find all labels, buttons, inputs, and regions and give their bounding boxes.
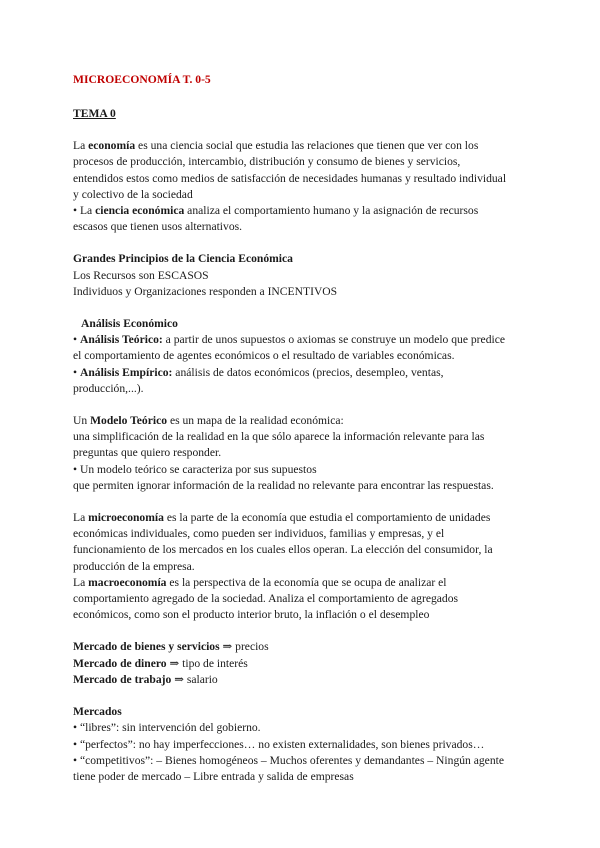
text-line: • “competitivos”: – Bienes homogéneos – Muchos oferentes y demandantes – Ningún agente (73, 753, 504, 767)
text-line: • La ciencia económica analiza el comportamiento humano y la asignación de recursos (73, 204, 479, 218)
spacer (73, 122, 533, 138)
text-line: • Un modelo teórico se caracteriza por sus supuestos (73, 462, 317, 476)
implies-arrow: ⇒ (171, 672, 187, 686)
spacer (73, 688, 533, 704)
paragraph-economia (73, 138, 533, 235)
spacer (73, 494, 533, 510)
text-line: Los Recursos son ESCASOS (73, 268, 209, 282)
spacer (73, 397, 533, 413)
text-line: que permiten ignorar información de la realidad no relevante para encontrar las respuestas. (73, 478, 494, 492)
text-line: escasos que tienen usos alternativos. (73, 220, 243, 234)
document-page (73, 72, 533, 785)
section-heading-tema: TEMA 0 (73, 107, 116, 120)
text-line: • Análisis Teórico: a partir de unos supuestos o axiomas se construye un modelo que predice (73, 333, 506, 347)
document-title: MICROECONOMÍA T. 0-5 (73, 73, 211, 86)
text-line: entendidos estos como medios de satisfacción de necesidades humanas y resultado individual (73, 171, 507, 185)
text-line: • “perfectos”: no hay imperfecciones… no existen externalidades, son bienes privados… (73, 737, 485, 751)
text-line: una simplificación de la realidad en la que sólo aparece la información relevante para las (73, 430, 485, 444)
market-line: Mercado de trabajo ⇒ salario (73, 672, 218, 686)
text-line: tiene poder de mercado – Libre entrada y salida de empresas (73, 769, 354, 783)
text-line: procesos de producción, intercambio, distribución y consumo de bienes y servicios, (73, 155, 461, 169)
spacer (73, 235, 533, 251)
text-line: • Análisis Empírico: análisis de datos económicos (precios, desempleo, ventas, (73, 365, 444, 379)
heading-analisis: Análisis Económico (81, 317, 178, 331)
implies-arrow: ⇒ (166, 656, 183, 670)
term-modelo-teorico: Modelo Teórico (90, 414, 168, 428)
text-line: • “libres”: sin intervención del gobierno. (73, 721, 261, 735)
text-line: producción,...). (73, 381, 144, 395)
text-line: preguntas que quiero responder. (73, 446, 222, 460)
text-line: comportamiento agregado de la sociedad. Analiza el comportamiento de agregados (73, 592, 459, 606)
text-line: La microeconomía es la parte de la economía que estudia el comportamiento de unidades (73, 511, 491, 525)
text-line: y colectivo de la sociedad (73, 187, 193, 201)
implies-arrow: ⇒ (219, 640, 236, 654)
paragraph-principios (73, 251, 533, 300)
paragraph-mercados-precios (73, 639, 533, 688)
term-ciencia-economica: ciencia económica (95, 204, 185, 218)
text-line: económicos, como son el producto interior bruto, la inflación o el desempleo (73, 608, 430, 622)
heading-mercados: Mercados (73, 705, 122, 719)
term-microeconomia: microeconomía (88, 511, 164, 525)
term-analisis-teorico: Análisis Teórico: (79, 333, 163, 347)
term-analisis-empirico: Análisis Empírico: (79, 365, 173, 379)
heading-principios: Grandes Principios de la Ciencia Económica (73, 252, 293, 266)
text-line: económicas individuales, como pueden ser individuos, familias y empresas, y el (73, 527, 445, 541)
spacer (73, 623, 533, 639)
spacer (73, 300, 533, 316)
text-line: funcionamiento de los mercados en los cuales ellos operan. La elección del consumidor, la (73, 543, 493, 557)
market-line: Mercado de bienes y servicios ⇒ precios (73, 640, 269, 654)
paragraph-modelo (73, 413, 533, 494)
term-economia: economía (88, 139, 136, 153)
term-macroeconomia: macroeconomía (88, 575, 167, 589)
paragraph-micro-macro (73, 510, 533, 623)
paragraph-analisis (73, 316, 533, 397)
text-line: La macroeconomía es la perspectiva de la economía que se ocupa de analizar el (73, 575, 447, 589)
market-line: Mercado de dinero ⇒ tipo de interés (73, 656, 248, 670)
text-line: el comportamiento de agentes económicos o el resultado de variables económicas. (73, 349, 455, 363)
paragraph-mercados (73, 704, 533, 785)
text-line: Un Modelo Teórico es un mapa de la realidad económica: (73, 414, 344, 428)
text-line: La economía es una ciencia social que estudia las relaciones que tienen que ver con los (73, 139, 479, 153)
text-line: Individuos y Organizaciones responden a INCENTIVOS (73, 284, 338, 298)
text-line: producción de la empresa. (73, 559, 195, 573)
